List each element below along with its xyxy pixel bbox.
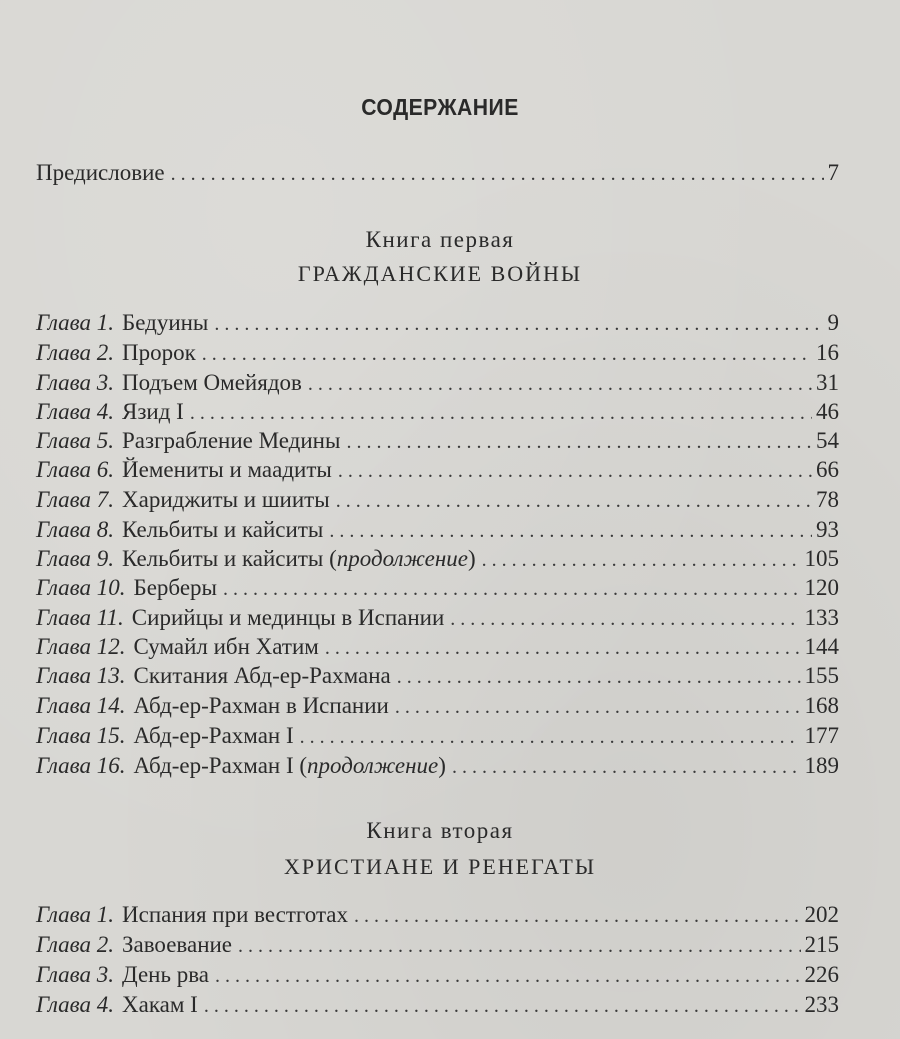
page-number: 144	[804, 634, 839, 659]
toc-entry	[36, 603, 839, 633]
chapter-number: Глава 7.	[36, 487, 114, 512]
dot-leader	[336, 486, 812, 516]
page-number: 66	[816, 457, 839, 482]
book2-title: ХРИСТИАНЕ И РЕНЕГАТЫ	[283, 854, 596, 879]
book2-label: Книга вторая	[366, 818, 514, 843]
chapter-number: Глава 16.	[36, 753, 126, 778]
chapter-number: Глава 9.	[36, 546, 114, 571]
page-number: 215	[804, 932, 839, 957]
toc-entry	[36, 368, 839, 398]
page-number: 16	[816, 340, 839, 365]
page-number: 31	[816, 370, 839, 395]
toc-entry	[36, 990, 839, 1020]
dot-leader	[204, 991, 801, 1021]
toc-entry	[36, 544, 839, 574]
chapter-title: День рва	[122, 962, 209, 987]
chapter-number: Глава 8.	[36, 517, 114, 542]
dot-leader	[171, 159, 824, 189]
dot-leader	[450, 604, 800, 634]
chapter-title: Берберы	[133, 575, 217, 600]
chapter-title: Абд-ер-Рахман I	[133, 723, 294, 748]
dot-leader	[482, 545, 801, 575]
chapter-title: Испания при вестготах	[122, 902, 349, 927]
page-title: СОДЕРЖАНИЕ	[361, 94, 519, 120]
chapter-number: Глава 3.	[36, 370, 114, 395]
dot-leader	[300, 722, 801, 752]
chapter-number: Глава 13.	[36, 663, 126, 688]
page-number: 133	[804, 605, 839, 630]
chapter-number: Глава 2.	[36, 932, 114, 957]
chapter-title: Язид I	[122, 399, 184, 424]
chapter-number: Глава 5.	[36, 428, 114, 453]
page-number: 9	[827, 310, 839, 335]
toc-entry	[36, 308, 839, 338]
chapter-title: Абд-ер-Рахман в Испании	[133, 693, 389, 718]
chapter-number: Глава 6.	[36, 457, 114, 482]
dot-leader	[325, 633, 801, 663]
chapter-continuation: продолжение	[336, 546, 468, 571]
chapter-title: Йемениты и маадиты	[122, 457, 332, 482]
dot-leader	[338, 456, 812, 486]
dot-leader	[397, 662, 801, 692]
chapter-title: Подъем Омейядов	[122, 370, 302, 395]
toc-entry	[36, 930, 839, 960]
dot-leader	[223, 574, 801, 604]
dot-leader	[346, 427, 812, 457]
dot-leader	[395, 692, 801, 722]
dot-leader	[202, 339, 812, 369]
toc-entry	[36, 900, 839, 930]
page-number: 105	[804, 546, 839, 571]
dot-leader	[215, 961, 801, 991]
dot-leader	[238, 931, 800, 961]
chapter-title: Кельбиты и кайситы	[122, 517, 324, 542]
page-number: 233	[804, 992, 839, 1017]
page-number: 46	[816, 399, 839, 424]
chapter-title: Сирийцы и мединцы в Испании	[131, 605, 445, 630]
chapter-number: Глава 14.	[36, 693, 126, 718]
dot-leader	[354, 901, 800, 931]
page-number: 7	[827, 160, 839, 185]
closing-paren: )	[467, 546, 476, 571]
dot-leader	[190, 398, 812, 428]
chapter-title: Сумайл ибн Хатим	[133, 634, 319, 659]
toc-entry	[36, 691, 839, 721]
chapter-number: Глава 2.	[36, 340, 114, 365]
toc-entry	[36, 721, 839, 751]
book1-title: ГРАЖДАНСКИЕ ВОЙНЫ	[297, 261, 583, 286]
page-number: 202	[804, 902, 839, 927]
page-number: 120	[804, 575, 839, 600]
page-number: 189	[804, 753, 839, 778]
toc-entry	[36, 338, 839, 368]
chapter-number: Глава 12.	[36, 634, 126, 659]
page-number: 155	[804, 663, 839, 688]
toc-entry	[36, 455, 839, 485]
chapter-title: Хариджиты и шииты	[122, 487, 330, 512]
toc-entry	[36, 397, 839, 427]
toc-entry	[36, 751, 839, 781]
book1-label: Книга первая	[365, 227, 515, 252]
chapter-number: Глава 4.	[36, 992, 114, 1017]
preface-label: Предисловие	[36, 160, 165, 185]
chapter-title: Пророк	[122, 340, 196, 365]
toc-entry	[36, 515, 839, 545]
chapter-title: Завоевание	[122, 932, 233, 957]
toc-entry	[36, 485, 839, 515]
toc-entry	[36, 632, 839, 662]
dot-leader	[214, 309, 823, 339]
dot-leader	[308, 369, 812, 399]
chapter-number: Глава 3.	[36, 962, 114, 987]
page-number: 93	[816, 517, 839, 542]
chapter-number: Глава 11.	[36, 605, 124, 630]
chapter-title: Скитания Абд-ер-Рахмана	[133, 663, 391, 688]
chapter-number: Глава 4.	[36, 399, 114, 424]
chapter-continuation: продолжение	[307, 753, 439, 778]
chapter-title: Бедуины	[122, 310, 209, 335]
chapter-number: Глава 10.	[36, 575, 126, 600]
chapter-title: Хакам I	[122, 992, 198, 1017]
toc-entry	[36, 661, 839, 691]
closing-paren: )	[438, 753, 446, 778]
toc-entry	[36, 573, 839, 603]
chapter-title: Разграбление Медины	[122, 428, 341, 453]
toc-entry-preface	[36, 158, 839, 188]
dot-leader	[452, 752, 801, 782]
page-number: 54	[816, 428, 839, 453]
chapter-title: Абд-ер-Рахман I (	[133, 753, 308, 778]
chapter-number: Глава 1.	[36, 902, 114, 927]
chapter-number: Глава 15.	[36, 723, 126, 748]
chapter-title: Кельбиты и кайситы (	[122, 546, 337, 571]
chapter-number: Глава 1.	[36, 310, 114, 335]
page-number: 78	[816, 487, 839, 512]
dot-leader	[329, 516, 812, 546]
page-number: 177	[804, 723, 839, 748]
page-number: 168	[804, 693, 839, 718]
page-number: 226	[804, 962, 839, 987]
toc-entry	[36, 960, 839, 990]
toc-entry	[36, 426, 839, 456]
